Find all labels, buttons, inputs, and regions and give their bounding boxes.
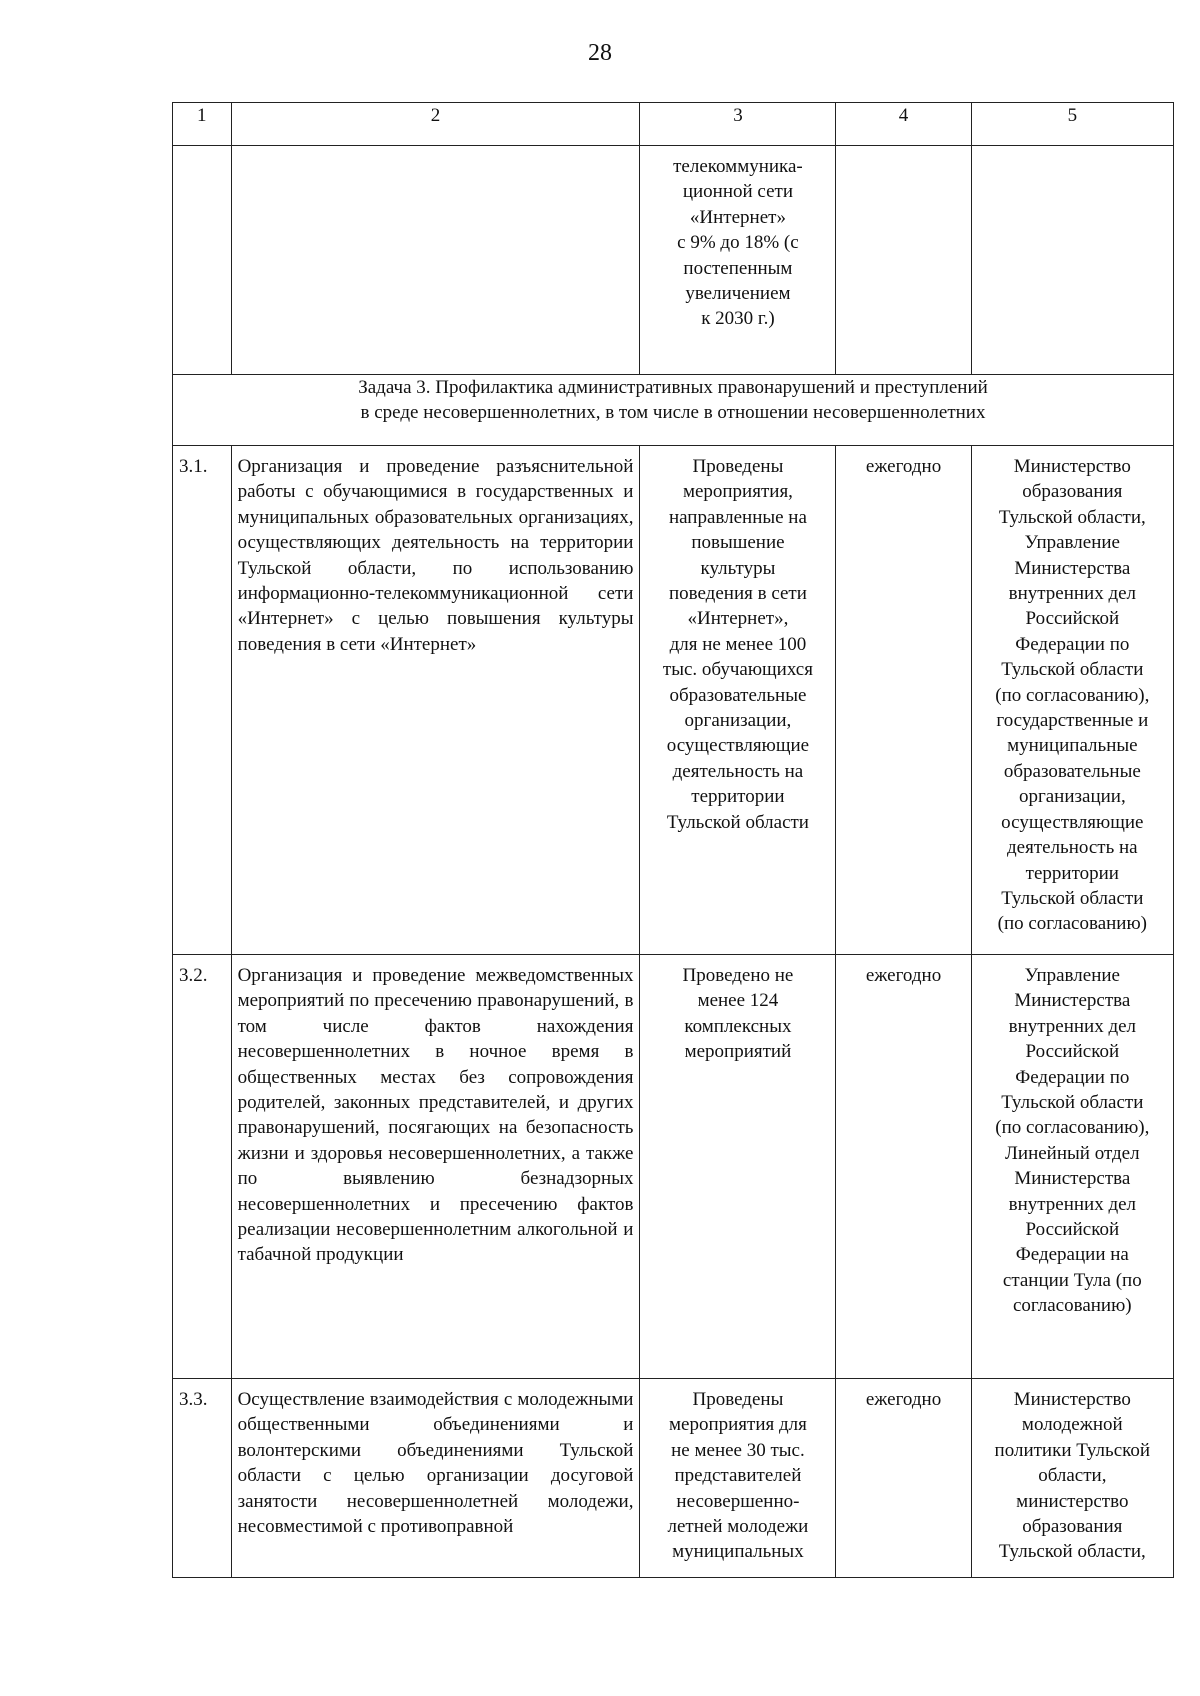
- cell-line: области,: [1038, 1465, 1107, 1487]
- cell-line: «Интернет»: [689, 206, 786, 228]
- cell-line: не менее 30 тыс.: [671, 1439, 805, 1461]
- cell-line: деятельность на: [1007, 837, 1138, 859]
- cell-line: Тульской области: [1001, 1092, 1144, 1114]
- table-row: [173, 955, 1174, 1379]
- row-number: 3.2.: [173, 955, 232, 1379]
- cell-line: (по согласованию): [997, 913, 1147, 935]
- row-action: Организация и проведение разъяснительной работы с обучающимися в государственных и муниципальных образовательных организациях, осуществляющих деятельность на территории Тульской области, по использованию информационно-телекоммуникационной сети «Интернет» с целью повышения культуры поведения в сети «Интернет»: [231, 446, 640, 955]
- cell-line: менее 124: [697, 990, 779, 1012]
- header-col-5: 5: [971, 103, 1173, 146]
- cell-line: внутренних дел: [1008, 583, 1137, 605]
- task-heading-line-2: в среде несовершеннолетних, в том числе в отношении несовершеннолетних: [360, 402, 986, 424]
- cell-line: телекоммуника-: [673, 156, 803, 177]
- cell-line: Федерации на: [1015, 1244, 1129, 1266]
- row-result: [640, 1379, 836, 1578]
- continuation-row: [173, 146, 1174, 375]
- cell-line: Российской: [1025, 1041, 1120, 1063]
- measures-table: [172, 102, 1174, 1578]
- cell-line: молодежной: [1021, 1414, 1123, 1436]
- cell-line: организации,: [684, 710, 792, 732]
- task-heading-line-1: Задача 3. Профилактика административных правонарушений и преступлений: [358, 377, 988, 398]
- cell-line: муниципальные: [1007, 735, 1138, 757]
- row-result: [640, 955, 836, 1379]
- cell-line: культуры: [700, 557, 776, 579]
- table-row: [173, 1379, 1174, 1578]
- cell-line: согласованию): [1013, 1295, 1132, 1317]
- cell-line: Проведены: [692, 456, 784, 477]
- cell-line: образования: [1022, 481, 1123, 503]
- cell-line: государственные и: [996, 710, 1149, 732]
- cell-line: направленные на: [668, 506, 807, 528]
- row-term: ежегодно: [836, 1379, 971, 1578]
- row-responsible: [971, 1379, 1173, 1578]
- cell-line: Министерство: [1013, 456, 1131, 477]
- cell-line: министерство: [1016, 1490, 1129, 1512]
- cell-line: мероприятий: [684, 1041, 792, 1063]
- page-number: 28: [588, 40, 612, 66]
- cell-line: для не менее 100: [669, 633, 807, 655]
- cell-line: Линейный отдел: [1005, 1142, 1140, 1164]
- cell-line: к 2030 г.): [701, 308, 775, 330]
- cell-line: осуществляющие: [666, 735, 810, 757]
- header-col-4: 4: [836, 103, 971, 146]
- cell-line: Министерства: [1014, 1168, 1131, 1190]
- row-result: [640, 446, 836, 955]
- cell-line: Федерации по: [1015, 1066, 1130, 1088]
- cell-line: Российской: [1025, 1219, 1120, 1241]
- cell-line: Тульской области: [1001, 887, 1144, 909]
- cell-line: комплексных: [684, 1015, 792, 1037]
- task-heading: [173, 375, 1174, 446]
- cell-line: внутренних дел: [1008, 1015, 1137, 1037]
- table-row: [173, 446, 1174, 955]
- row-responsible: [971, 446, 1173, 955]
- header-col-1: 1: [173, 103, 232, 146]
- cell-line: образования: [1022, 1516, 1123, 1538]
- continuation-result: [640, 146, 836, 375]
- cell-line: станции Тула (по: [1002, 1269, 1142, 1291]
- cell-line: Тульской области,: [998, 506, 1146, 528]
- cell-line: «Интернет»,: [687, 608, 789, 630]
- cell-line: представителей: [674, 1465, 802, 1487]
- row-action: Организация и проведение межведомственных мероприятий по пресечению правонарушений, в том числе фактов нахождения несовершеннолетних в ночное время в общественных местах без сопровождения родителей, законных представителей, и других правонарушений, посягающих на безопасность жизни и здоровья несовершеннолетних, а также по выявлению безнадзорных несовершеннолетних и пресечению фактов реализации несовершеннолетним алкогольной и табачной продукции: [231, 955, 640, 1379]
- cell-line: (по согласованию),: [995, 1117, 1150, 1139]
- cell-line: повышение: [691, 532, 785, 554]
- cell-line: Российской: [1025, 608, 1120, 630]
- cell-line: мероприятия для: [668, 1414, 807, 1436]
- cell-line: (по согласованию),: [995, 684, 1150, 706]
- row-term: ежегодно: [836, 955, 971, 1379]
- cell-line: Тульской области: [1001, 659, 1144, 681]
- cell-line: поведения в сети: [668, 583, 807, 605]
- cell-line: Тульской области,: [998, 1541, 1146, 1563]
- cell-line: Проведено не: [682, 965, 794, 986]
- cell-line: внутренних дел: [1008, 1193, 1137, 1215]
- cell-line: Проведены: [692, 1389, 784, 1410]
- cell-line: Тульской области: [666, 811, 809, 833]
- cell-line: политики Тульской: [994, 1439, 1151, 1461]
- cell-line: Управление: [1024, 532, 1120, 554]
- cell-line: увеличением: [685, 283, 791, 305]
- cell-line: ционной сети: [682, 181, 794, 203]
- cell-line: Управление: [1024, 965, 1120, 986]
- cell-line: деятельность на: [672, 760, 804, 782]
- cell-line: летней молодежи: [667, 1516, 809, 1538]
- cell-line: территории: [691, 786, 785, 808]
- cell-line: муниципальных: [672, 1541, 804, 1563]
- row-term: ежегодно: [836, 446, 971, 955]
- cell-line: с 9% до 18% (с: [677, 232, 799, 254]
- row-responsible: [971, 955, 1173, 1379]
- row-number: 3.3.: [173, 1379, 232, 1578]
- cell-line: образовательные: [669, 684, 807, 706]
- cell-line: тыс. обучающихся: [662, 659, 813, 681]
- cell-line: Министерства: [1014, 990, 1131, 1012]
- row-action: Осуществление взаимодействия с молодежными общественными объединениями и волонтерскими объединениями Тульской области с целью организации досуговой занятости несовершеннолетней молодежи, несовместимой с противоправной: [231, 1379, 640, 1578]
- cell-line: Министерства: [1014, 557, 1131, 579]
- header-col-2: 2: [231, 103, 640, 146]
- cell-line: образовательные: [1003, 760, 1141, 782]
- table-header-row: [173, 103, 1174, 146]
- cell-line: постепенным: [683, 257, 793, 279]
- task-heading-row: [173, 375, 1174, 446]
- cell-line: организации,: [1018, 786, 1126, 808]
- cell-line: осуществляющие: [1001, 811, 1144, 833]
- cell-line: Министерство: [1013, 1389, 1131, 1410]
- row-number: 3.1.: [173, 446, 232, 955]
- header-col-3: 3: [640, 103, 836, 146]
- cell-line: территории: [1025, 862, 1119, 884]
- cell-line: несовершенно-: [676, 1490, 800, 1512]
- cell-line: мероприятия,: [682, 481, 793, 503]
- cell-line: Федерации по: [1015, 633, 1130, 655]
